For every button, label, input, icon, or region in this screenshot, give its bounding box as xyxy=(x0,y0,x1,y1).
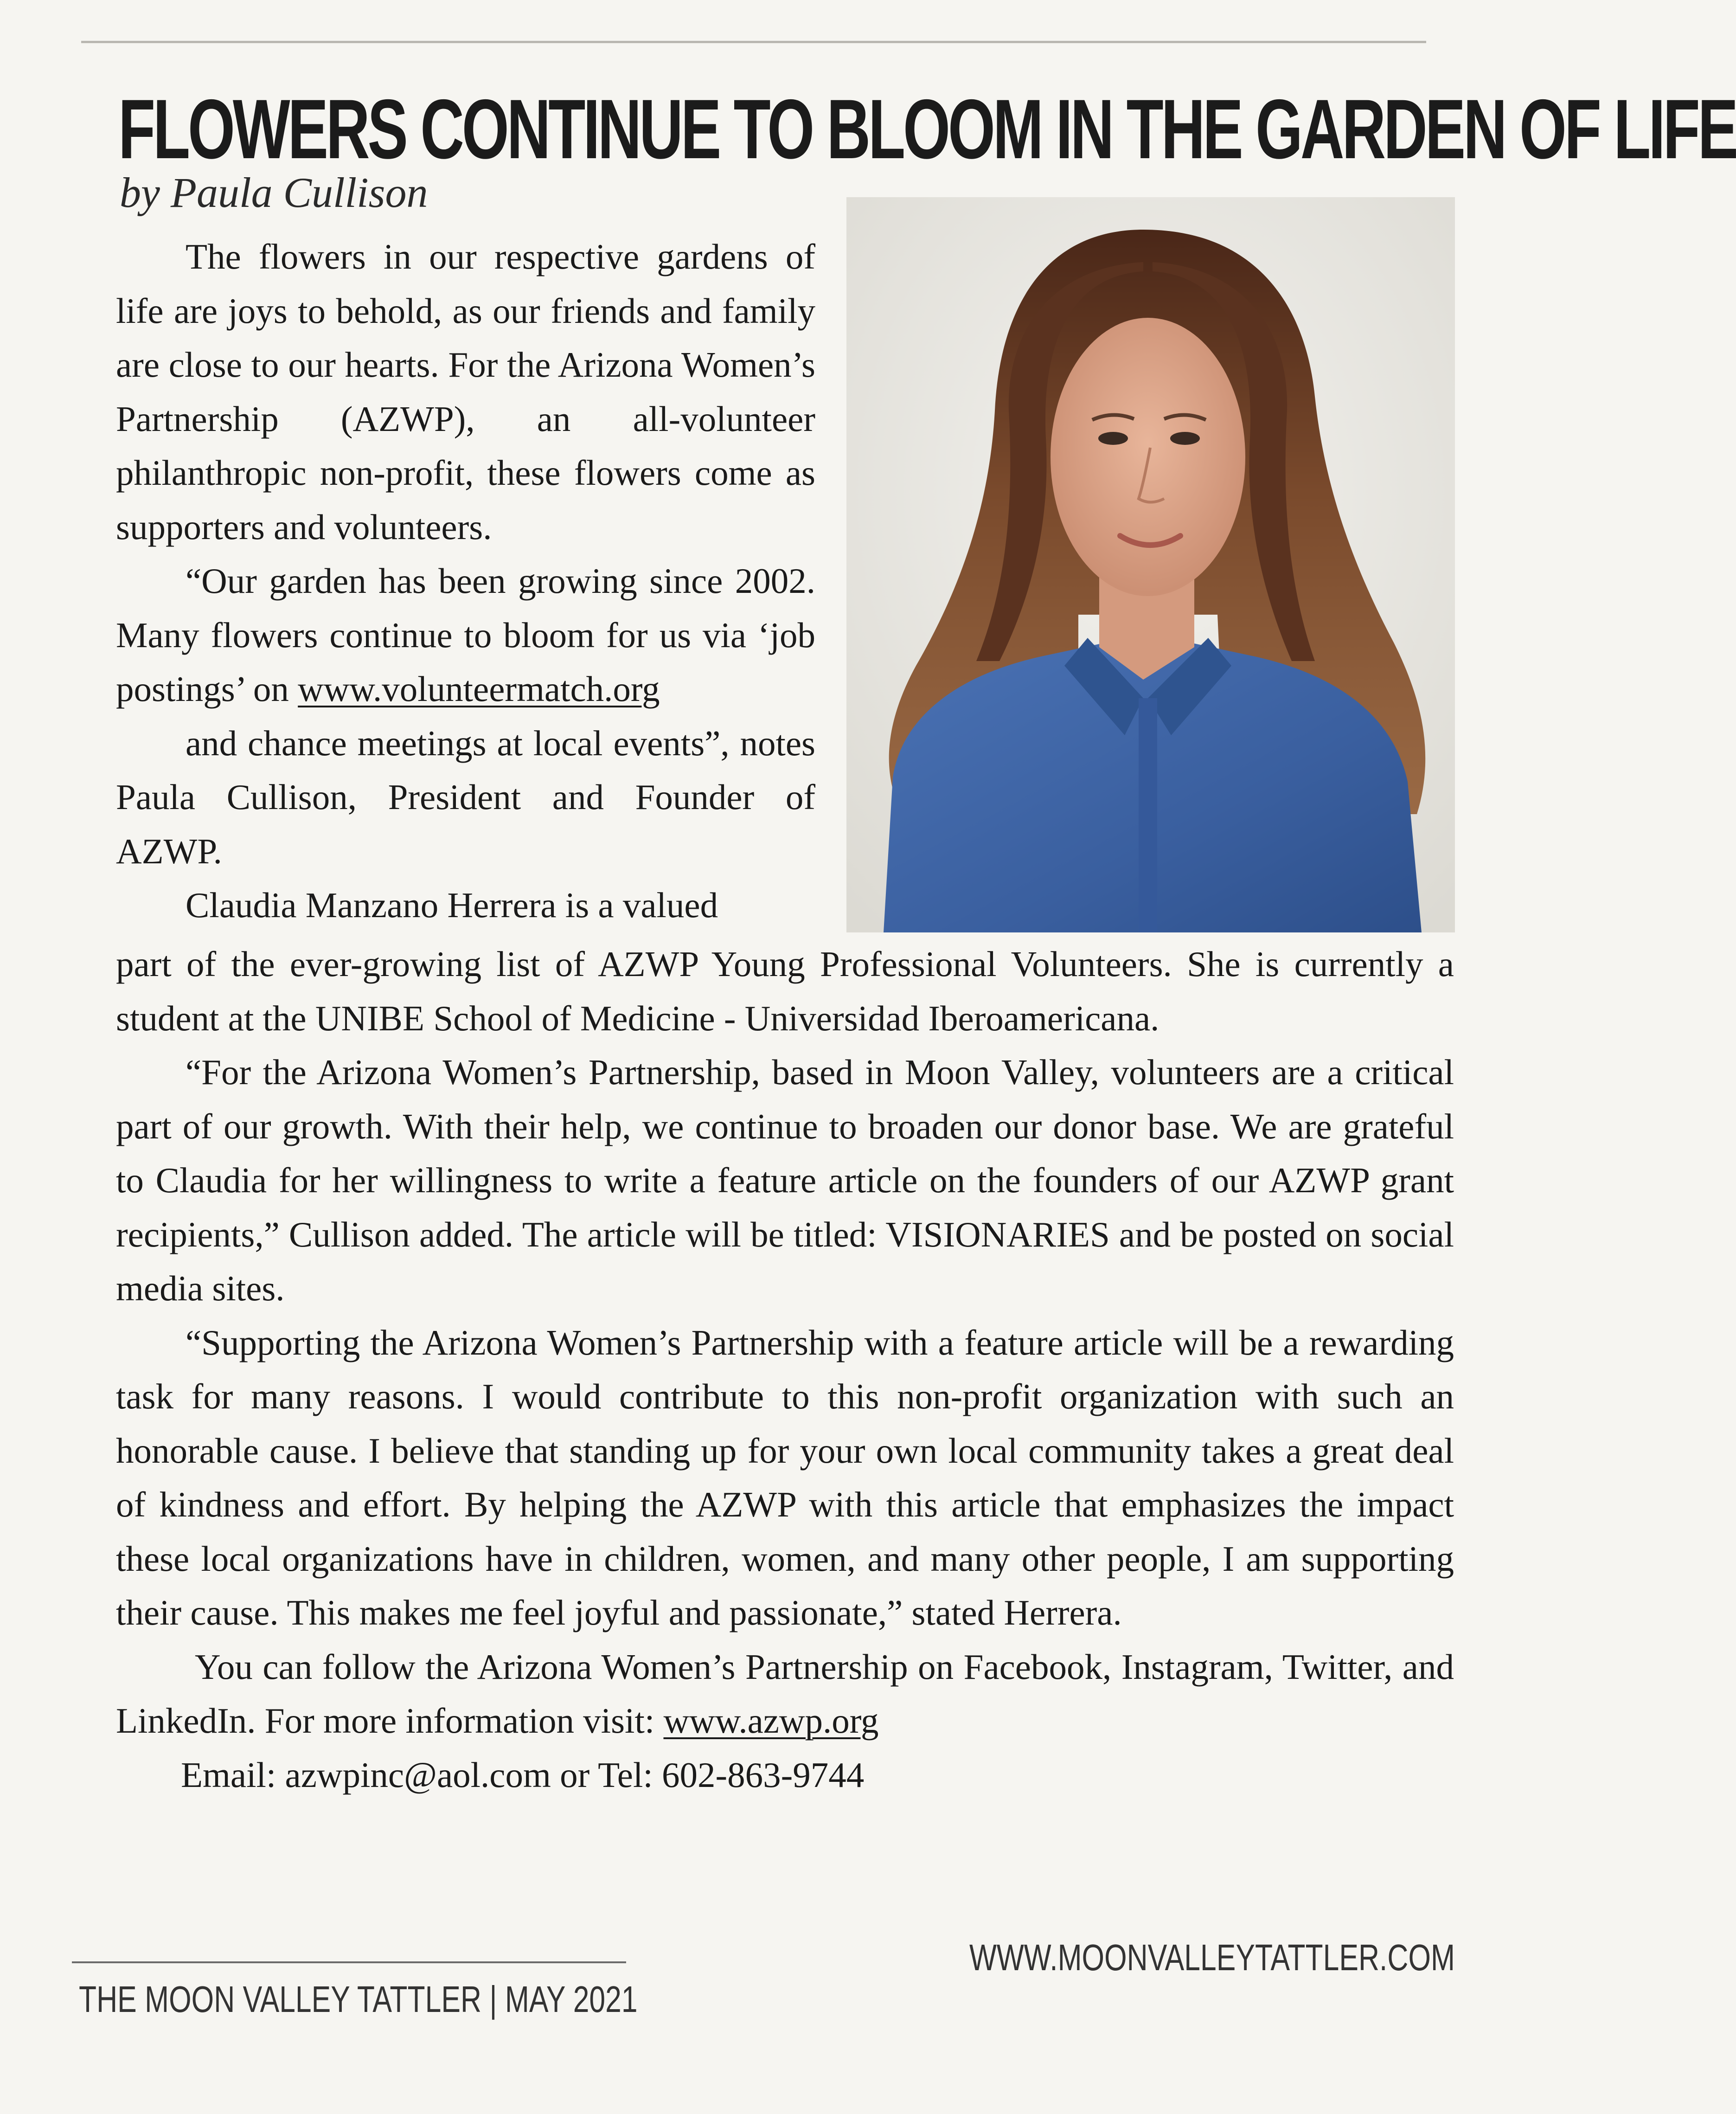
footer-publication: THE MOON VALLEY TATTLER | MAY 2021 xyxy=(79,1979,638,2020)
paragraph-cullison-quote: “For the Arizona Women’s Partnership, based in Moon Valley, volunteers are a critical part of our growth. With their help, we continue to broaden our donor base. We are grateful to Claudia for her willingness to write a feature article on the founders of our AZWP grant recipients,” Cullison added. The article will be titled: VISIONARIES and be posted on social media sites. xyxy=(116,1052,1454,1308)
paragraph-herrera-quote: “Supporting the Arizona Women’s Partnership with a feature article will be a rewarding task for many reasons. I would contribute to this non-profit organization with such an honorable cause. I believe that standing up for your own local community takes a great deal of kindness and effort. By helping the AZWP with this article that emphasizes the impact these local organizations have in children, women, and many other people, I am supporting their cause. This makes me feel joyful and passionate,” stated Herrera. xyxy=(116,1322,1454,1632)
paragraph-claudia-continued: part of the ever-growing list of AZWP Young Professional Volunteers. She is currently a student at the UNIBE School of Medicine - Universidad Iberoamericana. xyxy=(116,944,1454,1038)
paragraph-intro: The flowers in our respective gardens of life are joys to behold, as our friends and family are close to our hearts. For the Arizona Women’s Partnership (AZWP), an all-volunteer philanthropic non-profit, these flowers come as supporters and volunteers. xyxy=(116,237,815,547)
portrait-photo xyxy=(846,197,1455,932)
article-body-narrow-column xyxy=(116,230,815,932)
paragraph-quote-garden xyxy=(116,554,815,716)
paragraph-claudia-intro: Claudia Manzano Herrera is a valued xyxy=(186,885,718,925)
footer-divider xyxy=(72,1961,626,1963)
paragraph-follow-us-text: You can follow the Arizona Women’s Partnership on Facebook, Instagram, Twitter, and LinkedIn. For more information visit: xyxy=(116,1646,1454,1741)
paragraph-follow-us xyxy=(116,1640,1454,1748)
footer-website[interactable]: WWW.MOONVALLEYTATTLER.COM xyxy=(969,1937,1455,1978)
top-divider xyxy=(81,41,1426,43)
azwp-website-link[interactable]: www.azwp.org xyxy=(663,1701,879,1741)
contact-line: Email: azwpinc@aol.com or Tel: 602-863-9744 xyxy=(181,1754,865,1795)
article-body-full-width xyxy=(116,937,1454,1802)
article-byline: by Paula Cullison xyxy=(120,169,428,216)
portrait-illustration xyxy=(846,197,1455,932)
paragraph-quote-garden-text: “Our garden has been growing since 2002. Many flowers continue to bloom for us via ‘job postings’ on xyxy=(116,561,815,709)
paragraph-chance-meetings: and chance meetings at local events”, notes Paula Cullison, President and Founder of AZWP. xyxy=(116,723,815,871)
article-headline: FLOWERS CONTINUE TO BLOOM IN THE GARDEN OF LIFE xyxy=(118,82,1736,176)
volunteermatch-link[interactable]: www.volunteermatch.org xyxy=(298,669,660,709)
